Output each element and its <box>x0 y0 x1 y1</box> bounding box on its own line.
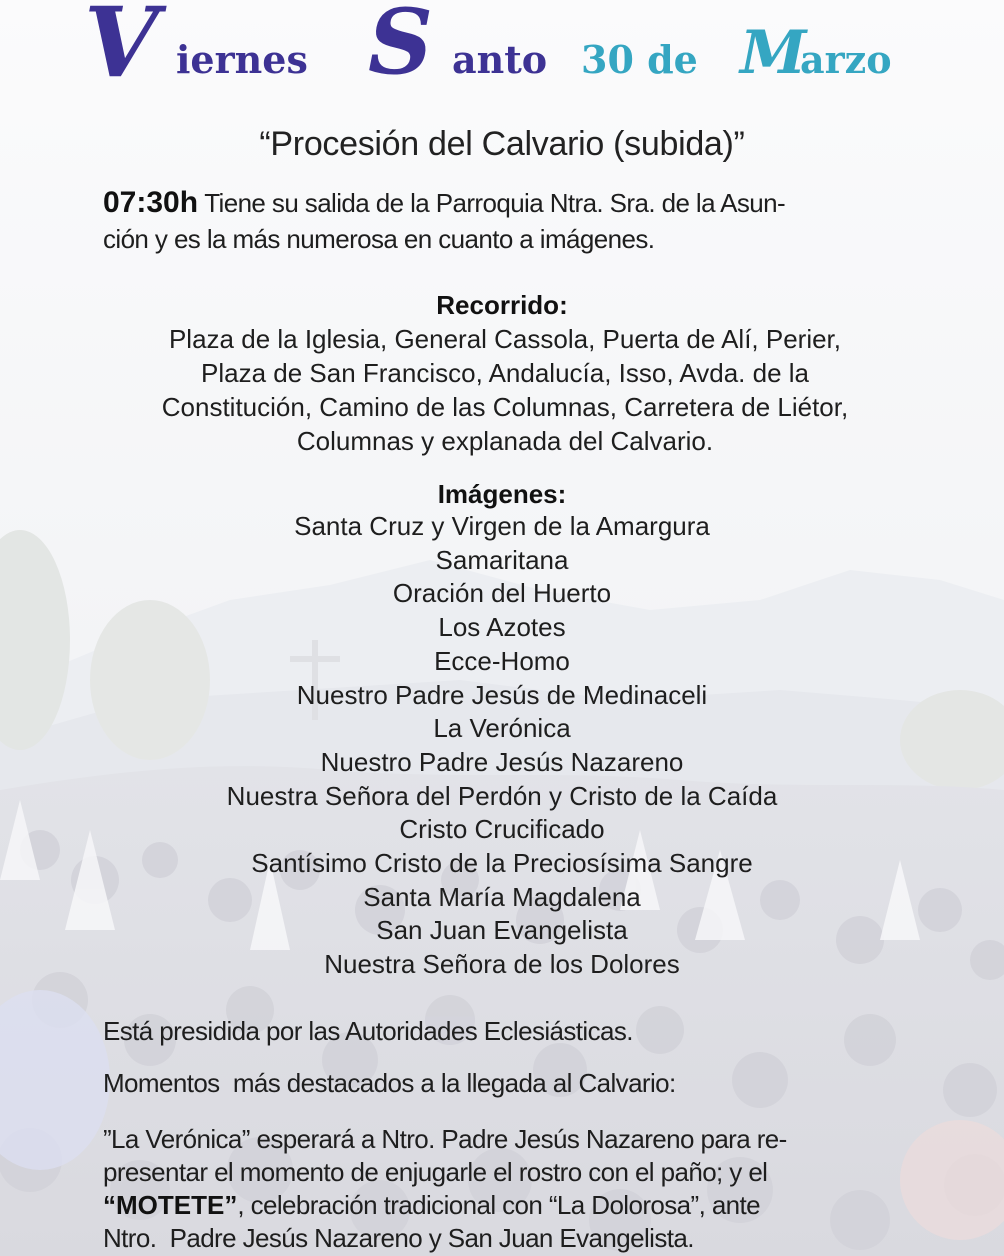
route-line: Plaza de la Iglesia, General Cassola, Puerta de Alí, Perier, <box>168 324 842 354</box>
list-item: Nuestra Señora del Perdón y Cristo de la Caída <box>226 780 778 811</box>
route-line: Columnas y explanada del Calvario. <box>296 426 714 456</box>
list-item: Oración del Huerto <box>392 578 612 609</box>
images-heading: Imágenes: <box>437 479 567 509</box>
moments-line-4: Ntro. Padre Jesús Nazareno y San Juan Evangelista. <box>103 1223 694 1253</box>
route-text <box>80 322 930 458</box>
header-initial-m: M <box>740 18 807 88</box>
list-item: Ecce-Homo <box>434 645 570 676</box>
route-line: Constitución, Camino de las Columnas, Carretera de Liétor, <box>161 392 849 422</box>
moments-line-3 <box>103 1189 923 1222</box>
moments-line-2: presentar el momento de enjugarle el rostro con el paño; y el <box>103 1157 768 1187</box>
moments-intro: Momentos más destacados a la llegada al Calvario: <box>103 1068 676 1098</box>
intro-line-2: ción y es la más numerosa en cuanto a imágenes. <box>103 224 655 254</box>
list-item: La Verónica <box>433 713 571 744</box>
header-date: 30 de <box>581 37 698 82</box>
route-heading: Recorrido: <box>436 290 568 320</box>
list-item: Samaritana <box>435 544 569 575</box>
list-item: Cristo Crucificado <box>399 814 605 845</box>
motete-highlight: “MOTETE” <box>103 1190 238 1220</box>
header-word-santo: anto <box>452 37 548 82</box>
moments-line-3-text: , celebración tradicional con “La Dolorosa”, ante <box>237 1190 761 1220</box>
presided-text: Está presidida por las Autoridades Eclesiásticas. <box>103 1016 633 1046</box>
list-item: Santísimo Cristo de la Preciosísima Sangre <box>251 848 753 879</box>
start-time: 07:30h <box>103 186 199 219</box>
header-initial-s: S <box>368 0 433 95</box>
list-item: Santa Cruz y Virgen de la Amargura <box>294 511 710 541</box>
list-item: San Juan Evangelista <box>376 915 628 946</box>
list-item: Nuestro Padre Jesús Nazareno <box>320 746 684 777</box>
list-item: Los Azotes <box>438 612 566 643</box>
images-list <box>0 510 1004 982</box>
intro-line-1: Tiene su salida de la Parroquia Ntra. Sra. de la Asun- <box>204 188 786 218</box>
header-word-viernes: iernes <box>176 37 308 82</box>
procession-title: “Procesión del Calvario (subida)” <box>259 125 745 163</box>
list-item: Nuestro Padre Jesús de Medinaceli <box>296 679 708 710</box>
moments-line-1: ”La Verónica” esperará a Ntro. Padre Jesús Nazareno para re- <box>103 1124 787 1154</box>
intro-paragraph <box>103 185 903 257</box>
route-line: Plaza de San Francisco, Andalucía, Isso, Avda. de la <box>200 358 809 388</box>
list-item: Santa María Magdalena <box>363 881 641 912</box>
list-item: Nuestra Señora de los Dolores <box>324 949 680 980</box>
header-word-marzo: arzo <box>800 37 892 82</box>
moments-description <box>103 1123 923 1255</box>
header-initial-v: V <box>84 0 159 99</box>
